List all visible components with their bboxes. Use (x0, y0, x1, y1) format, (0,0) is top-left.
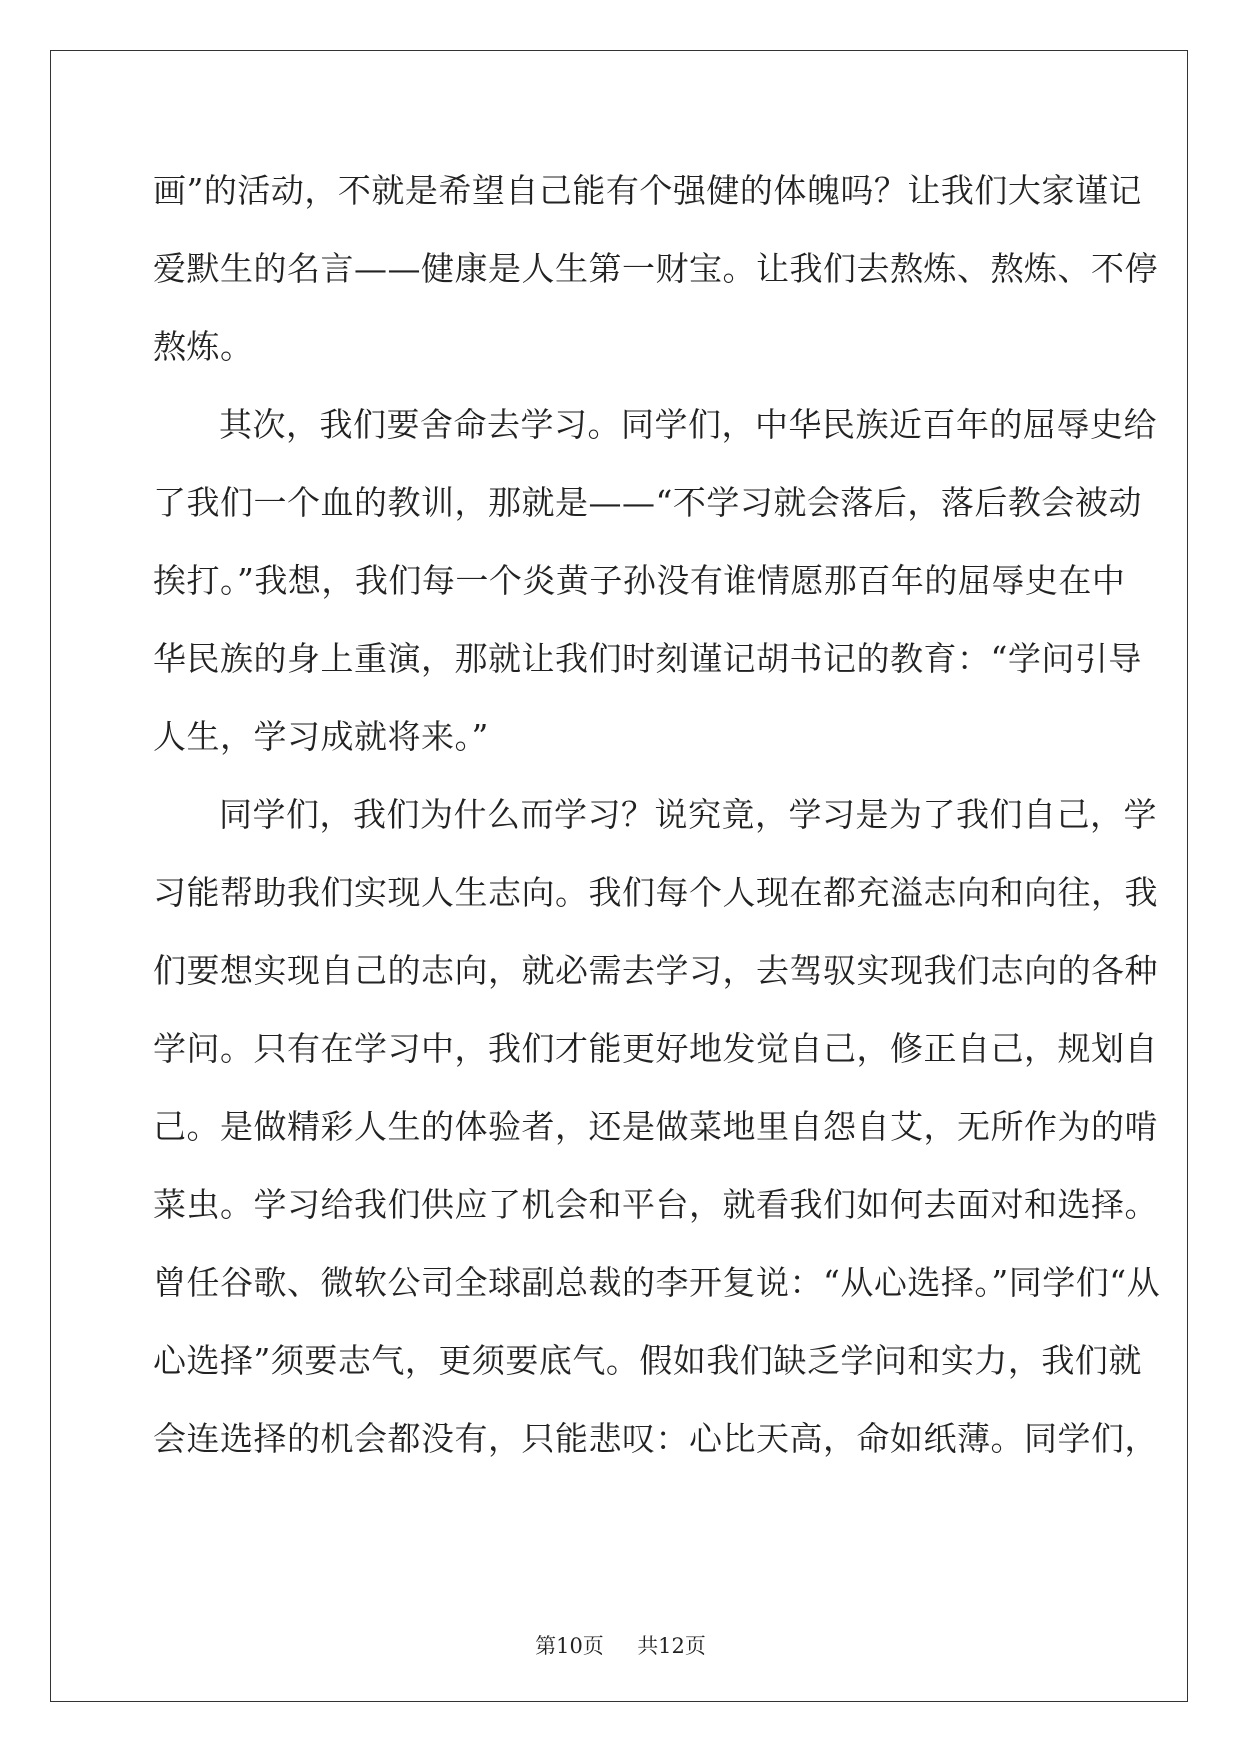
text-line: 人生，学习成就将来。” (153, 717, 489, 756)
text-line: 画”的活动，不就是希望自己能有个强健的体魄吗？让我们大家谨记 (153, 171, 1142, 210)
text-line: 心选择”须要志气，更须要底气。假如我们缺乏学问和实力，我们就 (153, 1341, 1142, 1380)
text-line: 会连选择的机会都没有，只能悲叹：心比天高，命如纸薄。同学们， (153, 1419, 1158, 1458)
body-text (153, 160, 1161, 1486)
page-footer (0, 1630, 1241, 1660)
text-line: 爱默生的名言——健康是人生第一财宝。让我们去熬炼、熬炼、不停 (153, 249, 1158, 288)
text-line: 们要想实现自己的志向，就必需去学习，去驾驭实现我们志向的各种 (153, 951, 1158, 990)
page-number-current: 第10页 (535, 1634, 604, 1658)
text-line: 熬炼。 (153, 327, 254, 366)
text-line: 习能帮助我们实现人生志向。我们每个人现在都充溢志向和向往，我 (153, 873, 1158, 912)
text-line: 曾任谷歌、微软公司全球副总裁的李开复说：“从心选择。”同学们“从 (153, 1263, 1161, 1302)
paragraph-start-line: 同学们，我们为什么而学习？说究竟，学习是为了我们自己，学 (219, 795, 1157, 834)
page-number-total: 共12页 (637, 1634, 706, 1658)
text-line: 华民族的身上重演，那就让我们时刻谨记胡书记的教育：“学问引导 (153, 639, 1142, 678)
text-line: 了我们一个血的教训，那就是——“不学习就会落后，落后教会被动 (153, 483, 1142, 522)
paragraph-start-line: 其次，我们要舍命去学习。同学们，中华民族近百年的屈辱史给 (219, 405, 1157, 444)
text-line: 挨打。”我想，我们每一个炎黄子孙没有谁情愿那百年的屈辱史在中 (153, 561, 1126, 600)
text-line: 学问。只有在学习中，我们才能更好地发觉自己，修正自己，规划自 (153, 1029, 1158, 1068)
text-line: 己。是做精彩人生的体验者，还是做菜地里自怨自艾，无所作为的啃 (153, 1107, 1158, 1146)
text-line: 菜虫。学习给我们供应了机会和平台，就看我们如何去面对和选择。 (153, 1185, 1158, 1224)
